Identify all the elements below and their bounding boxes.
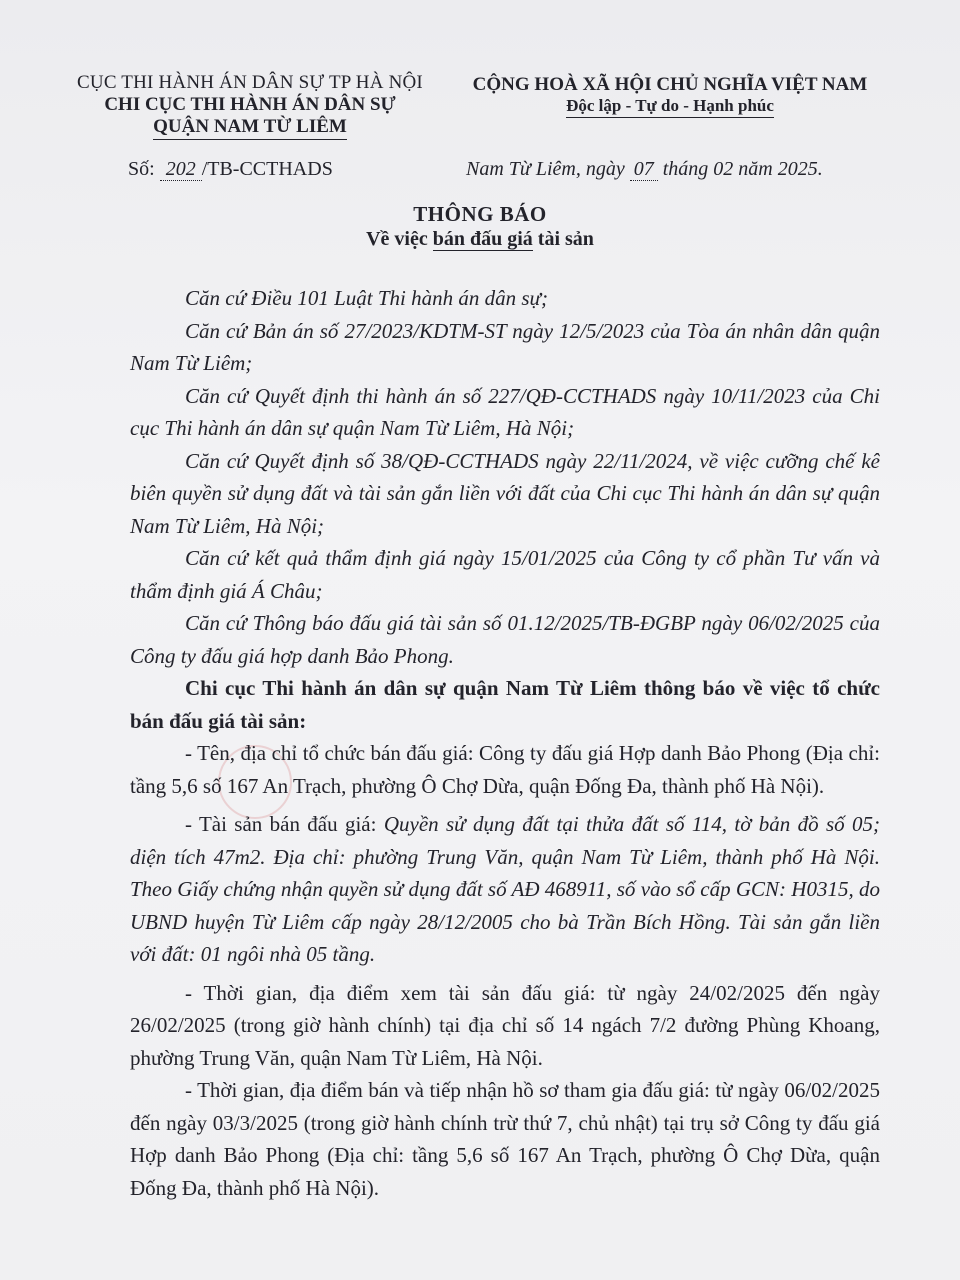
announcement-statement: Chi cục Thi hành án dân sự quận Nam Từ Liêm thông báo về việc tổ chức bán đấu giá tài sản: [130,676,880,733]
document-number [128,158,333,181]
viewing-item: - Thời gian, địa điểm xem tài sản đấu giá: từ ngày 24/02/2025 đến ngày 26/02/2025 (trong giờ hành chính) tại địa chỉ số 14 ngách 7/2 đường Phùng Khoang, phường Trung Văn, quận Nam Từ Liêm, Hà Nội. [130,980,880,1070]
subtitle-prefix: Về việc [366,228,433,250]
national-motto-header [460,74,880,118]
date-suffix: tháng 02 năm 2025. [662,158,823,180]
document-subtitle [0,228,960,251]
national-motto: Độc lập - Tự do - Hạnh phúc [566,96,774,118]
document-body [130,282,880,1204]
registration-item: - Thời gian, địa điểm bán và tiếp nhận hồ sơ tham gia đấu giá: từ ngày 06/02/2025 đến ngày 03/3/2025 (trong giờ hành chính trừ thứ 7, chủ nhật) tại trụ sở Công ty đấu giá Hợp danh Bảo Phong (Địa chỉ: tầng 5,6 số 167 An Trạch, phường Ô Chợ Dừa, quận Đống Đa, thành phố Hà Nội). [130,1078,880,1200]
subtitle-underlined: bán đấu giá [432,228,533,250]
legal-ground: Căn cứ kết quả thẩm định giá ngày 15/01/2025 của Công ty cổ phần Tư vấn và thẩm định giá Á Châu; [130,546,880,603]
country-name: CỘNG HOÀ XÃ HỘI CHỦ NGHĨA VIỆT NAM [472,74,868,95]
agency-name: CHI CỤC THI HÀNH ÁN DÂN SỰ [104,94,396,115]
issuing-agency-header [70,72,430,140]
legal-ground: Căn cứ Quyết định thi hành án số 227/QĐ-CCTHADS ngày 10/11/2023 của Chi cục Thi hành án dân sự quận Nam Từ Liêm, Hà Nội; [130,383,880,440]
auctioneer-item: - Tên, địa chỉ tổ chức bán đấu giá: Công ty đấu giá Hợp danh Bảo Phong (Địa chỉ: tầng 5,6 số 167 An Trạch, phường Ô Chợ Dừa, quận Đống Đa, thành phố Hà Nội). [130,741,880,798]
legal-ground: Căn cứ Bản án số 27/2023/KDTM-ST ngày 12/5/2023 của Tòa án nhân dân quận Nam Từ Liêm; [130,318,880,375]
legal-ground: Căn cứ Điều 101 Luật Thi hành án dân sự; [185,286,548,310]
document-title: THÔNG BÁO [413,202,547,226]
document-number-suffix: /TB-CCTHADS [201,158,333,180]
document-number-label: Số: [128,158,155,180]
legal-ground: Căn cứ Thông báo đấu giá tài sản số 01.12/2025/TB-ĐGBP ngày 06/02/2025 của Công ty đấu giá hợp danh Bảo Phong. [130,611,880,668]
document-number-value: 202 [160,158,202,181]
date-day: 07 [630,158,658,181]
asset-label: - Tài sản bán đấu giá: [185,812,384,836]
parent-agency-name: CỤC THI HÀNH ÁN DÂN SỰ TP HÀ NỘI [77,72,423,93]
legal-ground: Căn cứ Quyết định số 38/QĐ-CCTHADS ngày 22/11/2024, về việc cưỡng chế kê biên quyền sử dụng đất và tài sản gắn liền với đất của Chi cục Thi hành án dân sự quận Nam Từ Liêm, Hà Nội; [130,448,880,538]
document-date [466,158,823,181]
date-prefix: Nam Từ Liêm, ngày [466,158,625,180]
asset-item [130,808,880,971]
subtitle-suffix: tài sản [532,228,594,250]
asset-description: Quyền sử dụng đất tại thửa đất số 114, tờ bản đồ số 05; diện tích 47m2. Địa chỉ: phường Trung Văn, quận Nam Từ Liêm, thành phố Hà Nội. Theo Giấy chứng nhận quyền sử dụng đất số AĐ 468911, số vào sổ cấp GCN: H0315, do UBND huyện Từ Liêm cấp ngày 28/12/2005 cho bà Trần Bích Hồng. Tài sản gắn liền với đất: 01 ngôi nhà 05 tầng. [130,812,880,966]
agency-district: QUẬN NAM TỪ LIÊM [153,116,347,140]
